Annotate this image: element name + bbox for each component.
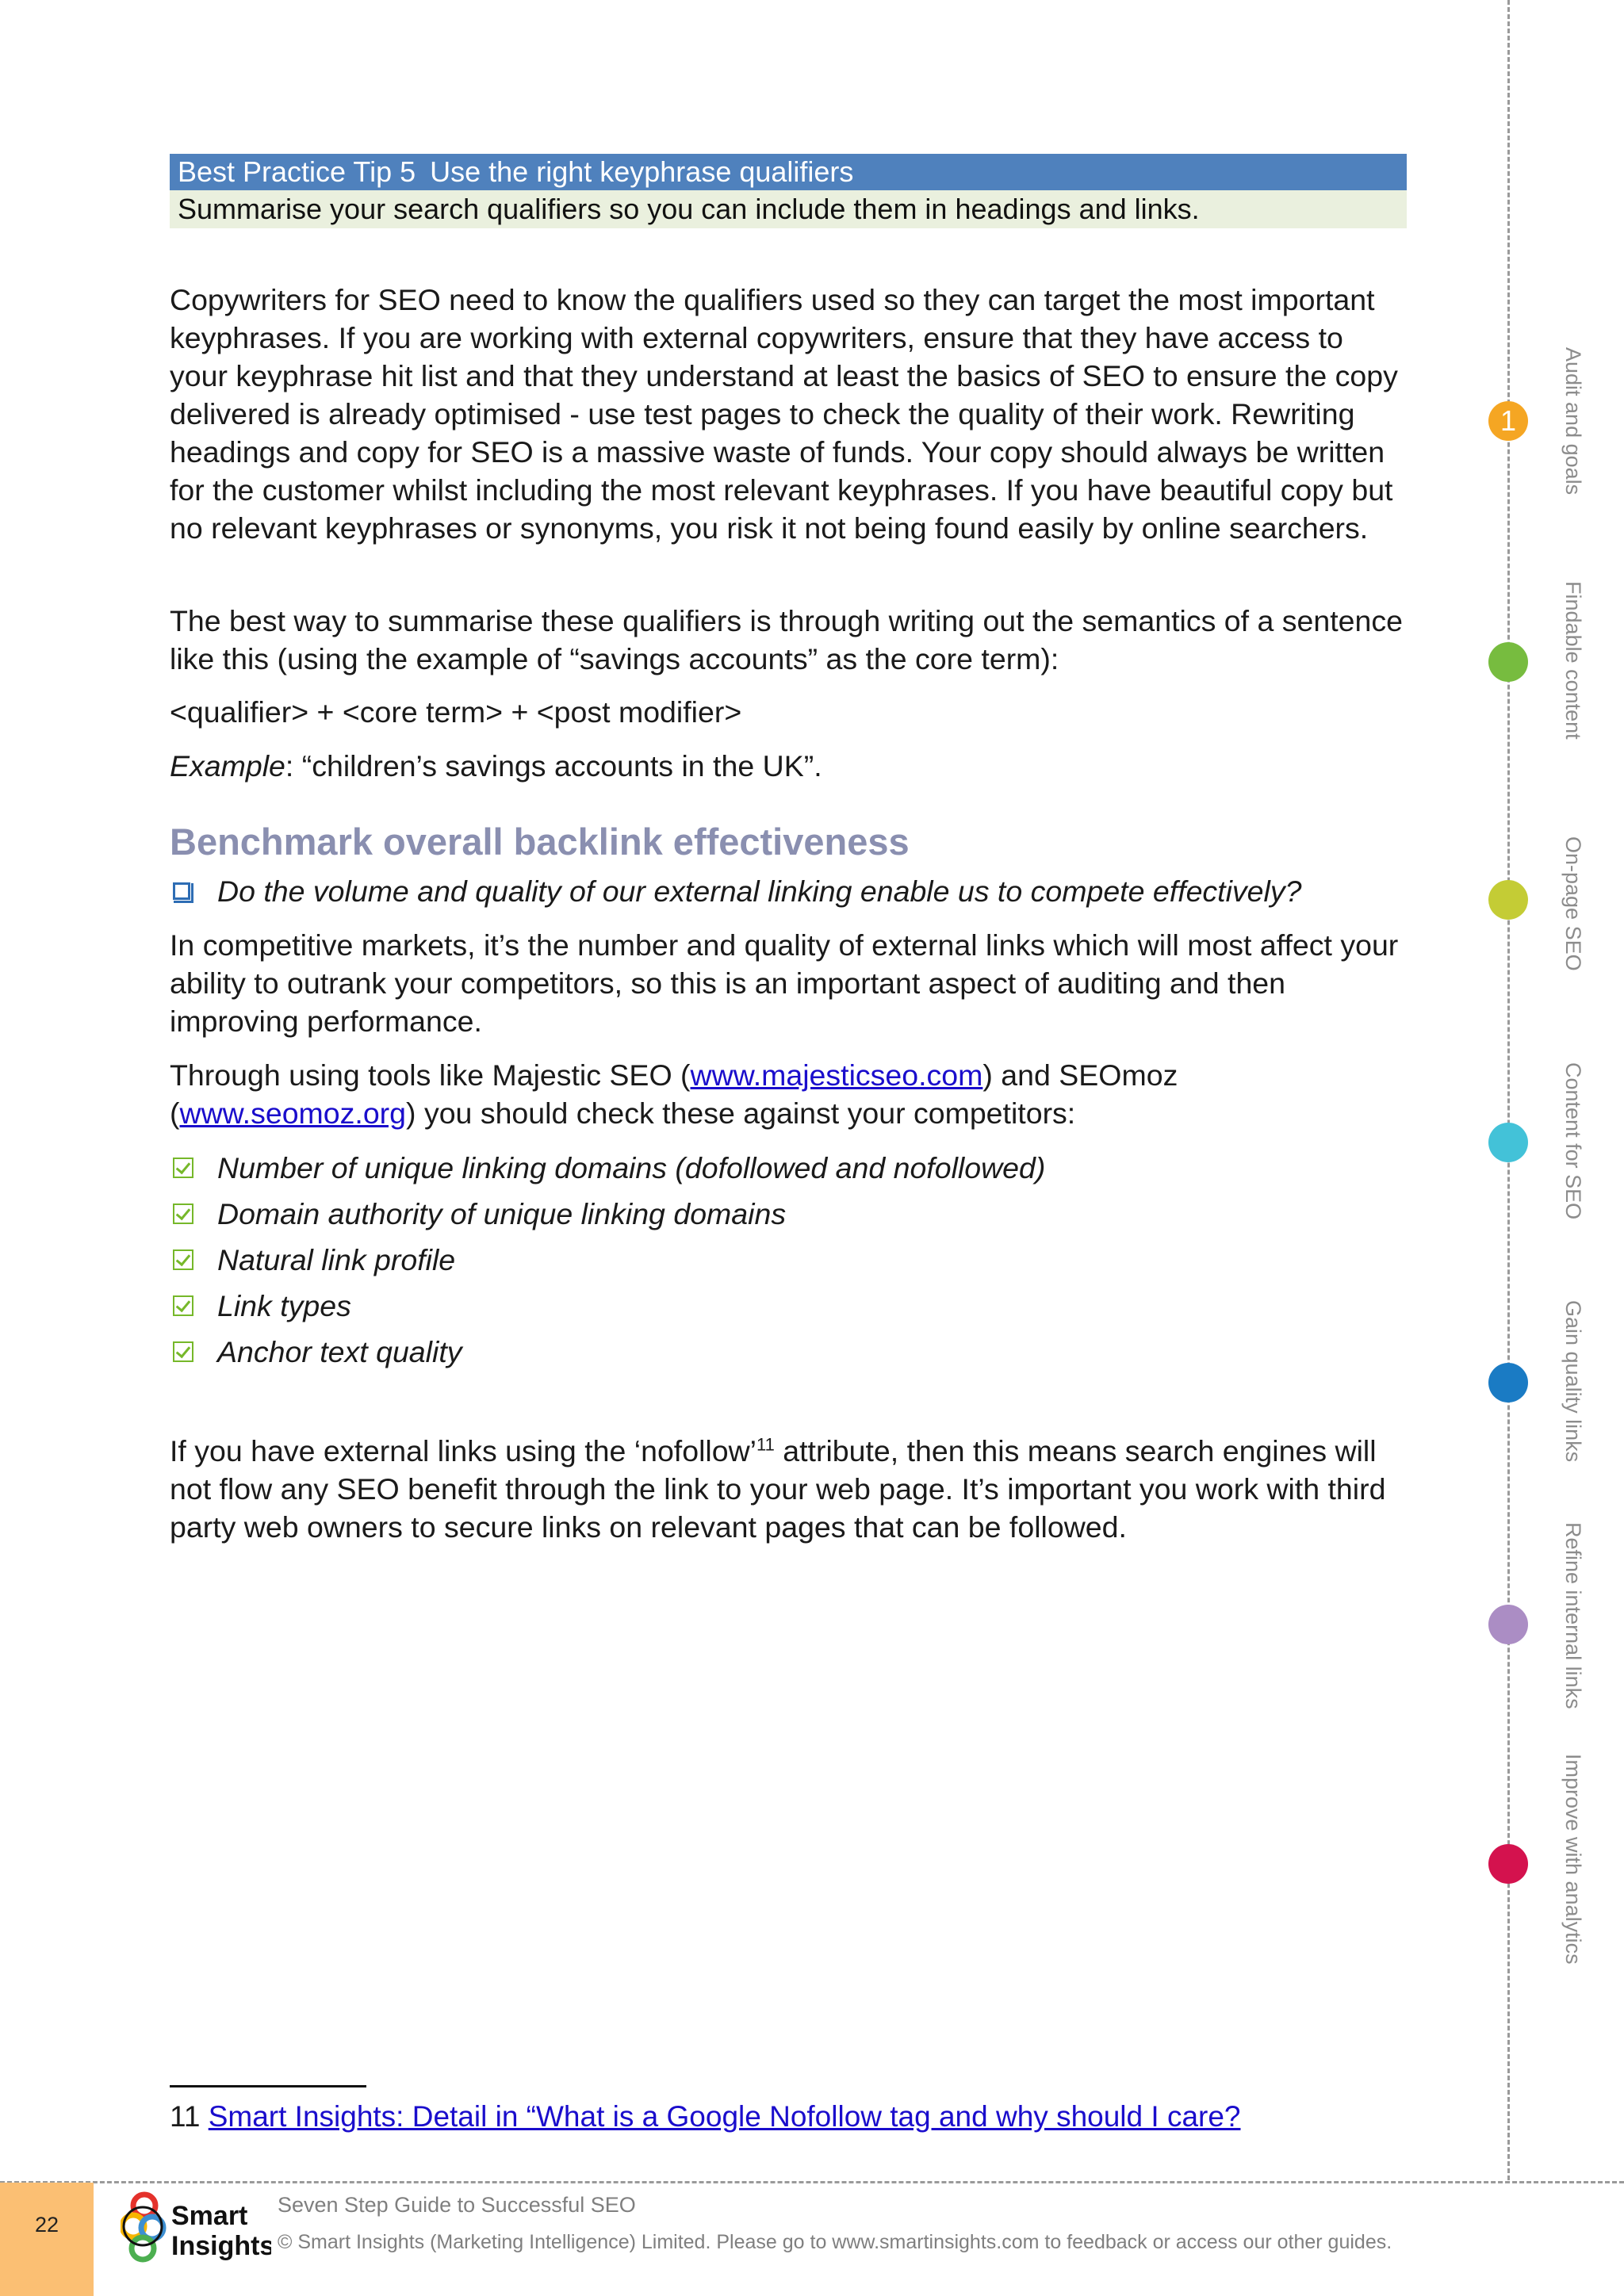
check-icon: [173, 1341, 193, 1362]
logo-text-insights: Insights: [171, 2231, 271, 2261]
footnote-link[interactable]: Smart Insights: Detail in “What is a Google Nofollow tag and why should I care?: [208, 2100, 1241, 2133]
tip-summary: Summarise your search qualifiers so you can include them in headings and links.: [170, 190, 1407, 228]
tip-header: [170, 154, 1407, 190]
logo-icon: [121, 2188, 271, 2275]
list-item-text: Link types: [217, 1289, 351, 1322]
body-paragraph-2: The best way to summarise these qualifiers is through writing out the semantics of a sentence like this (using the example of “savings accounts” as the core term):: [170, 604, 1403, 675]
check-icon: [173, 1249, 193, 1270]
list-item-text: Natural link profile: [217, 1243, 456, 1276]
list-item: [170, 1329, 1045, 1375]
para2-end: ) you should check these against your competitors:: [406, 1096, 1076, 1130]
footnote-number: 11: [170, 2100, 201, 2133]
list-item-text: Number of unique linking domains (dofollowed and nofollowed): [217, 1151, 1046, 1184]
para2-start: Through using tools like Majestic SEO (: [170, 1058, 691, 1092]
step-label-onpage[interactable]: On-page SEO: [1561, 836, 1585, 971]
step-label-content[interactable]: Content for SEO: [1561, 1062, 1585, 1220]
list-item: [170, 1283, 1045, 1329]
para2-mid: ) and SEOmoz (: [170, 1058, 1178, 1130]
section-paragraph-2: [170, 1056, 1407, 1132]
step-dot-internal[interactable]: [1488, 1605, 1528, 1644]
example-line: [170, 747, 1407, 785]
list-item-text: Anchor text quality: [217, 1335, 462, 1368]
smart-insights-logo: [121, 2188, 271, 2275]
page-number: 22: [0, 2183, 94, 2296]
list-item: [170, 1237, 1045, 1283]
step-dot-content[interactable]: [1488, 1123, 1528, 1162]
step-label-links[interactable]: Gain quality links: [1561, 1300, 1585, 1463]
step-dot-onpage[interactable]: [1488, 880, 1528, 920]
formula-line: <qualifier> + <core term> + <post modifier>: [170, 695, 742, 729]
list-item: [170, 1191, 1045, 1237]
footnote: [170, 2098, 1241, 2136]
step-dot-analytics[interactable]: [1488, 1844, 1528, 1884]
checklist: [170, 1145, 1045, 1375]
step-dot-links[interactable]: [1488, 1363, 1528, 1402]
example-text: : “children’s savings accounts in the UK”.: [285, 749, 822, 783]
audit-question: [170, 872, 1407, 910]
footer-divider: [0, 2181, 1624, 2183]
body-paragraph-1: Copywriters for SEO need to know the qualifiers used so they can target the most important keyphrases. If you are working with external copywriters, ensure that they have access to your keyphrase hit list and that they understand at least the basics of SEO to ensure the copy delivered is already optimised - use test pages to check the quality of their work. Rewriting headings and copy for SEO is a massive waste of funds. Your copy should always be written for the customer whilst including the most relevant keyphrases. If you have beautiful copy but no relevant keyphrases or synonyms, you risk it not being found easily by online searchers.: [170, 283, 1398, 545]
logo-text-smart: Smart: [171, 2201, 248, 2231]
list-item: [170, 1145, 1045, 1191]
step-dot-audit[interactable]: [1488, 401, 1528, 441]
step-dot-findable[interactable]: [1488, 642, 1528, 682]
check-icon: [173, 1295, 193, 1316]
guide-title: Seven Step Guide to Successful SEO: [278, 2193, 636, 2217]
section-heading: Benchmark overall backlink effectiveness: [170, 821, 910, 863]
copyright-notice: © Smart Insights (Marketing Intelligence) Limited. Please go to www.smartinsights.com to feedback or access our other guides.: [278, 2231, 1392, 2253]
tip-label: Best Practice Tip 5: [178, 155, 416, 188]
majesticseo-link[interactable]: www.majesticseo.com: [690, 1058, 983, 1092]
question-text: Do the volume and quality of our external linking enable us to compete effectively?: [217, 874, 1302, 908]
footnote-divider: [170, 2085, 366, 2087]
section-paragraph-1: In competitive markets, it’s the number and quality of external links which will most affect your ability to outrank your competitors, so this is an important aspect of auditing and then improving performance.: [170, 928, 1399, 1038]
step-number: 1: [1500, 404, 1517, 437]
checkbox-icon: [173, 882, 190, 900]
step-label-findable[interactable]: Findable content: [1561, 581, 1585, 740]
step-label-analytics[interactable]: Improve with analytics: [1561, 1754, 1585, 1965]
footnote-ref: 11: [756, 1434, 775, 1455]
step-label-audit[interactable]: Audit and goals: [1561, 347, 1585, 496]
list-item-text: Domain authority of unique linking domains: [217, 1197, 787, 1230]
seomoz-link[interactable]: www.seomoz.org: [179, 1096, 407, 1130]
example-label: Example: [170, 749, 285, 783]
tip-title: Use the right keyphrase qualifiers: [430, 155, 854, 188]
check-icon: [173, 1158, 193, 1178]
para3-end: attribute, then this means search engines will not flow any SEO benefit through the link to your web page. It’s important you work with third party web owners to secure links on relevant pages that can be followed.: [170, 1434, 1386, 1544]
step-label-internal[interactable]: Refine internal links: [1561, 1522, 1585, 1709]
section-paragraph-3: [170, 1432, 1407, 1546]
check-icon: [173, 1203, 193, 1224]
para3-start: If you have external links using the ‘nofollow’: [170, 1434, 757, 1468]
